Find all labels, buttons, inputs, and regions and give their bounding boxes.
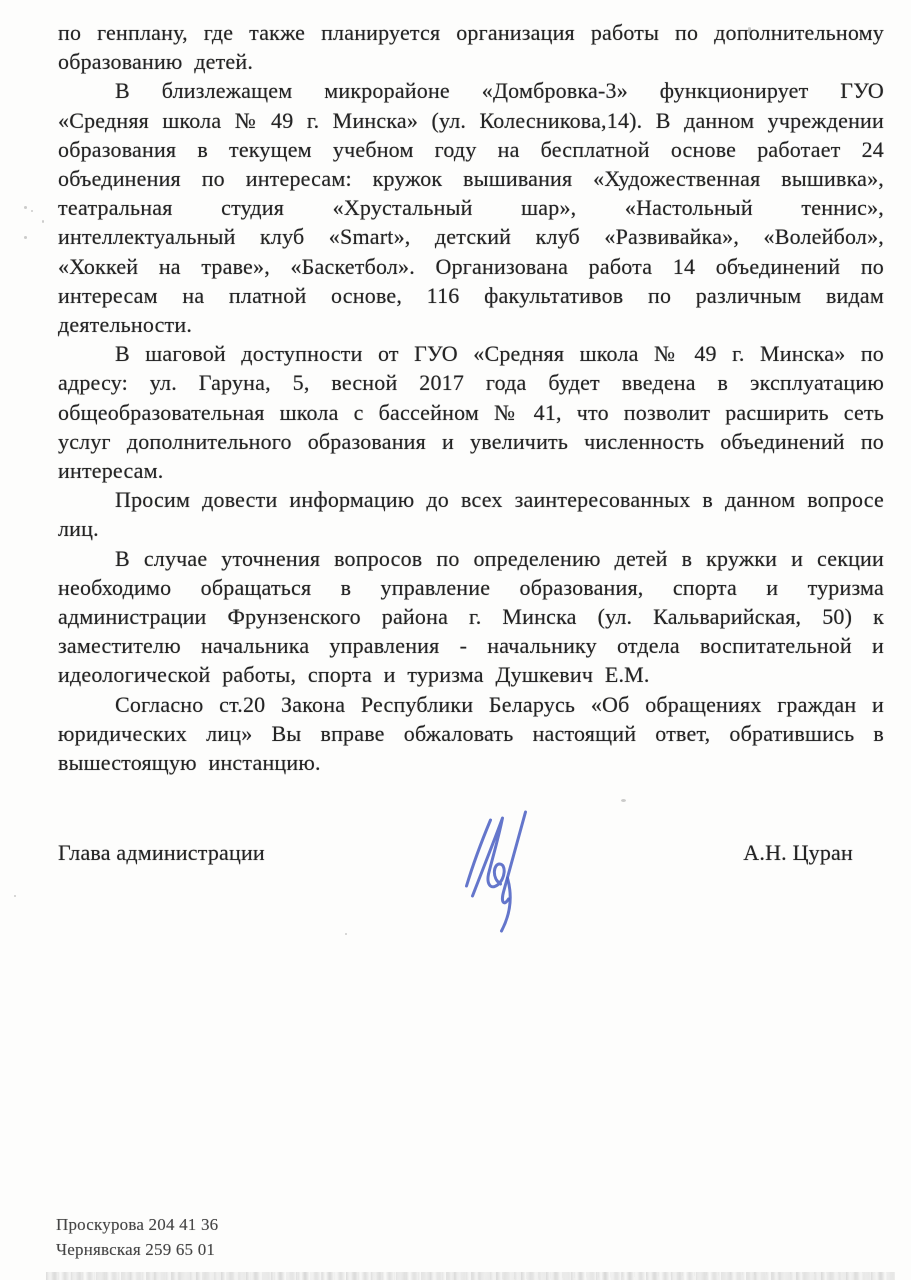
scan-edge-artifact [46, 1272, 895, 1280]
paragraph: Просим довести информацию до всех заинтересованных в данном вопросе лиц. [58, 487, 884, 542]
signature-stroke [502, 812, 525, 903]
scan-speck [345, 933, 347, 935]
paragraph: В случае уточнения вопросов по определению детей в кружки и секции необходимо обращаться в управление образования, спорта и туризма администрации Фрунзенского района г. Минска (ул. Кальварийская, 50) к заместителю начальника управления - начальнику отдела воспитательной и идеологической работы, спорта и туризма Душкевич Е.М. [58, 545, 884, 688]
paragraph: В близлежащем микрорайоне «Домбровка-3» функционирует ГУО «Средняя школа № 49 г. Минска» (ул. Колесникова,14). В данном учреждении образования в текущем учебном году на бесплатной основе работает 24 объединения по интересам: кружок вышивания «Художественная вышивка», театральная студия «Хрустальный шар», «Настольный теннис», интеллектуальный клуб «Smart», детский клуб «Развивайка», «Волейбол», «Хоккей на траве», «Баскетбол». Организована работа 14 объединений по интересам на платной основе, 116 факультативов по различным видам деятельности. [58, 78, 884, 338]
paragraph-continuation: по генплану, где также планируется организация работы по дополнительному образованию детей. [58, 20, 884, 75]
footer-contact-line: Чернявская 259 65 01 [56, 1240, 216, 1259]
scan-speck [14, 895, 16, 897]
paragraph: В шаговой доступности от ГУО «Средняя школа № 49 г. Минска» по адресу: ул. Гаруна, 5, весной 2017 года будет введена в эксплуатацию общеобразовательная школа с бассейном № 41, что позволит расширить сеть услуг дополнительного образования и увеличить численность объединений по интересам. [58, 341, 884, 484]
scan-speck [42, 220, 44, 223]
letter-body [58, 18, 884, 777]
scan-speck [31, 210, 33, 212]
scan-speck [24, 236, 27, 239]
signatory-role: Глава администрации [58, 840, 265, 865]
signatory-name: А.Н. Цуран [743, 840, 853, 865]
scan-speck [748, 27, 751, 33]
scan-speck [621, 799, 626, 802]
footer-contacts [56, 1212, 218, 1262]
scan-speck [24, 206, 27, 209]
paragraph: Согласно ст.20 Закона Республики Беларусь «Об обращениях граждан и юридических лиц» Вы вправе обжаловать настоящий ответ, обратившись в вышестоящую инстанцию. [58, 691, 884, 776]
footer-contact-line: Проскурова 204 41 36 [56, 1215, 219, 1234]
handwritten-signature [448, 800, 543, 935]
